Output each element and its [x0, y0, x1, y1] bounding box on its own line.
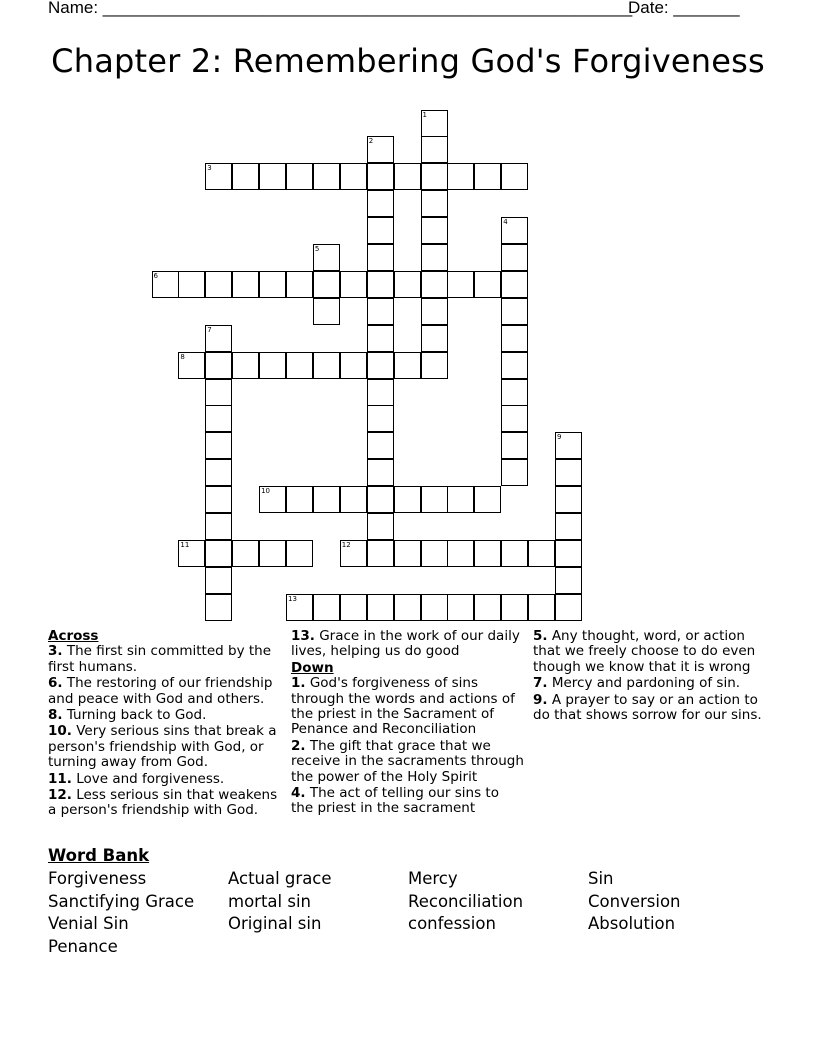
- crossword-cell[interactable]: [555, 513, 582, 540]
- crossword-cell[interactable]: [421, 298, 448, 325]
- crossword-cell[interactable]: [555, 459, 582, 486]
- crossword-cell[interactable]: [205, 432, 232, 459]
- across-clue-10: 10. Very serious sins that break a person's friendship with God, or turning away from God.: [48, 723, 277, 771]
- crossword-cell[interactable]: [421, 163, 448, 190]
- across-clue-12: 12. Less serious sin that weakens a person's friendship with God.: [48, 787, 278, 819]
- crossword-cell[interactable]: [259, 540, 286, 567]
- crossword-cell[interactable]: [340, 163, 367, 190]
- clue-number: 1: [422, 110, 427, 119]
- crossword-cell[interactable]: [394, 486, 421, 513]
- across-clue-3: 3. The first sin committed by the first humans.: [48, 643, 272, 675]
- crossword-cell[interactable]: [205, 486, 232, 513]
- crossword-cell[interactable]: [286, 486, 313, 513]
- crossword-cell[interactable]: [528, 594, 555, 621]
- crossword-cell[interactable]: [501, 594, 528, 621]
- crossword-cell[interactable]: [313, 163, 340, 190]
- crossword-cell[interactable]: [447, 594, 474, 621]
- clue-number: 2: [368, 137, 374, 146]
- crossword-cell[interactable]: [367, 325, 394, 352]
- crossword-cell[interactable]: [421, 486, 448, 513]
- across-clue-11: 11. Love and forgiveness.: [48, 770, 225, 787]
- crossword-cell[interactable]: [367, 540, 394, 567]
- clue-number: 6: [153, 271, 158, 280]
- crossword-cell[interactable]: [286, 163, 313, 190]
- crossword-cell[interactable]: [421, 271, 448, 298]
- crossword-cell[interactable]: [340, 271, 367, 298]
- crossword-cell[interactable]: [421, 594, 448, 621]
- crossword-cell[interactable]: [421, 540, 448, 567]
- crossword-cell[interactable]: [474, 594, 501, 621]
- crossword-cell[interactable]: [313, 352, 340, 379]
- crossword-cell[interactable]: [367, 352, 394, 379]
- word-bank-item: Sanctifying Grace: [48, 892, 195, 911]
- crossword-cell[interactable]: [394, 540, 421, 567]
- crossword-cell[interactable]: [205, 325, 232, 352]
- page-title: Chapter 2: Remembering God's Forgiveness: [51, 42, 765, 80]
- crossword-cell[interactable]: [501, 244, 528, 271]
- crossword-cell[interactable]: [367, 432, 394, 459]
- crossword-cell[interactable]: [286, 540, 313, 567]
- crossword-cell[interactable]: [501, 432, 528, 459]
- crossword-cell[interactable]: [421, 136, 448, 163]
- crossword-cell[interactable]: [205, 271, 232, 298]
- crossword-cell[interactable]: [555, 486, 582, 513]
- crossword-cell[interactable]: [205, 379, 232, 406]
- crossword-cell[interactable]: [394, 594, 421, 621]
- down-clue-2: 2. The gift that grace that we receive in the sacraments through the power of the Holy Spirit: [291, 737, 524, 785]
- down-heading: Down: [291, 659, 334, 676]
- crossword-cell[interactable]: [313, 298, 340, 325]
- crossword-cell[interactable]: [421, 190, 448, 217]
- crossword-cell[interactable]: [501, 405, 528, 432]
- clue-number: 4: [503, 218, 508, 227]
- name-field-label: Name: ________________________________________________________: [48, 0, 633, 17]
- crossword-cell[interactable]: [340, 594, 367, 621]
- across-clue-13: 13. Grace in the work of our daily lives, helping us do good: [291, 628, 520, 660]
- word-bank-item: Mercy: [408, 869, 458, 888]
- crossword-cell[interactable]: [313, 271, 340, 298]
- crossword-cell[interactable]: [447, 486, 474, 513]
- word-bank-item: Reconciliation: [408, 892, 524, 911]
- crossword-cell[interactable]: [501, 352, 528, 379]
- clues-column-1: [48, 629, 280, 820]
- crossword-cell[interactable]: [367, 513, 394, 540]
- word-bank-item: Forgiveness: [48, 869, 147, 888]
- crossword-cell[interactable]: [152, 271, 179, 298]
- crossword-cell[interactable]: [286, 352, 313, 379]
- clues-column-3: [533, 629, 765, 724]
- crossword-cell[interactable]: [555, 432, 582, 459]
- down-clue-7: 7. Mercy and pardoning of sin.: [533, 675, 741, 692]
- crossword-cell[interactable]: [367, 459, 394, 486]
- clue-number: 10: [261, 487, 271, 496]
- clue-number: 8: [180, 352, 185, 361]
- crossword-cell[interactable]: [394, 163, 421, 190]
- word-bank-item: Original sin: [228, 914, 322, 933]
- clue-number: 13: [288, 594, 297, 603]
- crossword-cell[interactable]: [259, 271, 286, 298]
- clues-column-2: [291, 629, 525, 818]
- crossword-cell[interactable]: [178, 271, 205, 298]
- crossword-cell[interactable]: [528, 540, 555, 567]
- word-bank-item: mortal sin: [228, 892, 311, 911]
- clue-number: 3: [207, 164, 212, 173]
- crossword-cell[interactable]: [421, 110, 448, 137]
- crossword-cell[interactable]: [555, 594, 582, 621]
- word-bank-item: Sin: [588, 869, 614, 888]
- word-bank-item: Penance: [48, 937, 118, 956]
- date-field-label: Date: _______: [628, 0, 740, 17]
- crossword-cell[interactable]: [501, 163, 528, 190]
- crossword-cell[interactable]: [286, 271, 313, 298]
- crossword-cell[interactable]: [367, 217, 394, 244]
- crossword-cell[interactable]: [313, 594, 340, 621]
- crossword-cell[interactable]: [178, 352, 205, 379]
- down-clue-5: 5. Any thought, word, or action that we freely choose to do even though we know that it is wrong: [533, 628, 756, 675]
- down-clue-9: 9. A prayer to say or an action to do that shows sorrow for our sins.: [533, 691, 762, 724]
- crossword-cell[interactable]: [367, 244, 394, 271]
- crossword-cell[interactable]: [232, 352, 259, 379]
- crossword-cell[interactable]: [394, 271, 421, 298]
- crossword-cell[interactable]: [367, 136, 394, 163]
- word-bank-item: Conversion: [588, 892, 681, 911]
- crossword-cell[interactable]: [421, 244, 448, 271]
- crossword-cell[interactable]: [205, 459, 232, 486]
- crossword-cell[interactable]: [394, 352, 421, 379]
- crossword-cell[interactable]: [340, 486, 367, 513]
- crossword-cell[interactable]: [474, 486, 501, 513]
- crossword-cell[interactable]: [367, 190, 394, 217]
- crossword-cell[interactable]: [367, 163, 394, 190]
- crossword-cell[interactable]: [232, 540, 259, 567]
- crossword-cell[interactable]: [232, 163, 259, 190]
- crossword-cell[interactable]: [501, 459, 528, 486]
- clue-number: 7: [207, 325, 212, 334]
- word-bank-item: Venial Sin: [48, 914, 129, 933]
- word-bank-item: confession: [408, 914, 496, 933]
- crossword-cell[interactable]: [421, 217, 448, 244]
- crossword-cell[interactable]: [421, 325, 448, 352]
- down-clue-1: 1. God's forgiveness of sins through the words and actions of the priest in the Sacrament of Penance and Reconciliation: [291, 675, 515, 738]
- crossword-cell[interactable]: [232, 271, 259, 298]
- crossword-cell[interactable]: [367, 298, 394, 325]
- crossword-cell[interactable]: [205, 567, 232, 594]
- crossword-cell[interactable]: [474, 540, 501, 567]
- crossword-cell[interactable]: [501, 379, 528, 406]
- crossword-cell[interactable]: [205, 352, 232, 379]
- crossword-cell[interactable]: [313, 244, 340, 271]
- clue-number: 11: [180, 540, 190, 549]
- word-bank-title: Word Bank: [48, 846, 150, 865]
- crossword-cell[interactable]: [367, 486, 394, 513]
- crossword-cell[interactable]: [259, 486, 286, 513]
- crossword-cell[interactable]: [555, 567, 582, 594]
- crossword-cell[interactable]: [367, 405, 394, 432]
- crossword-cell[interactable]: [501, 298, 528, 325]
- across-clue-8: 8. Turning back to God.: [48, 707, 207, 724]
- crossword-cell[interactable]: [205, 594, 232, 621]
- crossword-cell[interactable]: [447, 271, 474, 298]
- clue-number: 12: [341, 540, 351, 549]
- crossword-cell[interactable]: [340, 352, 367, 379]
- crossword-cell[interactable]: [555, 540, 582, 567]
- crossword-cell[interactable]: [421, 352, 448, 379]
- clue-number: 9: [557, 433, 562, 442]
- crossword-cell[interactable]: [205, 405, 232, 432]
- down-clue-4: 4. The act of telling our sins to the priest in the sacrament: [291, 785, 499, 817]
- crossword-cell[interactable]: [340, 540, 367, 567]
- crossword-cell[interactable]: [474, 163, 501, 190]
- crossword-cell[interactable]: [259, 352, 286, 379]
- crossword-cell[interactable]: [367, 271, 394, 298]
- across-heading: Across: [48, 628, 99, 644]
- crossword-cell[interactable]: [205, 513, 232, 540]
- crossword-cell[interactable]: [501, 325, 528, 352]
- crossword-cell[interactable]: [367, 594, 394, 621]
- crossword-cell[interactable]: [313, 486, 340, 513]
- crossword-cell[interactable]: [205, 163, 232, 190]
- crossword-cell[interactable]: [286, 594, 313, 621]
- crossword-cell[interactable]: [178, 540, 205, 567]
- word-bank-item: Actual grace: [228, 869, 332, 888]
- crossword-cell[interactable]: [447, 163, 474, 190]
- clue-number: 5: [314, 245, 320, 253]
- word-bank-item: Absolution: [588, 914, 676, 933]
- crossword-cell[interactable]: [501, 217, 528, 244]
- crossword-cell[interactable]: [501, 271, 528, 298]
- across-clue-6: 6. The restoring of our friendship and peace with God and others.: [48, 675, 273, 707]
- crossword-cell[interactable]: [474, 271, 501, 298]
- crossword-cell[interactable]: [259, 163, 286, 190]
- crossword-cell[interactable]: [205, 540, 232, 567]
- crossword-cell[interactable]: [447, 540, 474, 567]
- crossword-cell[interactable]: [367, 379, 394, 406]
- crossword-cell[interactable]: [501, 540, 528, 567]
